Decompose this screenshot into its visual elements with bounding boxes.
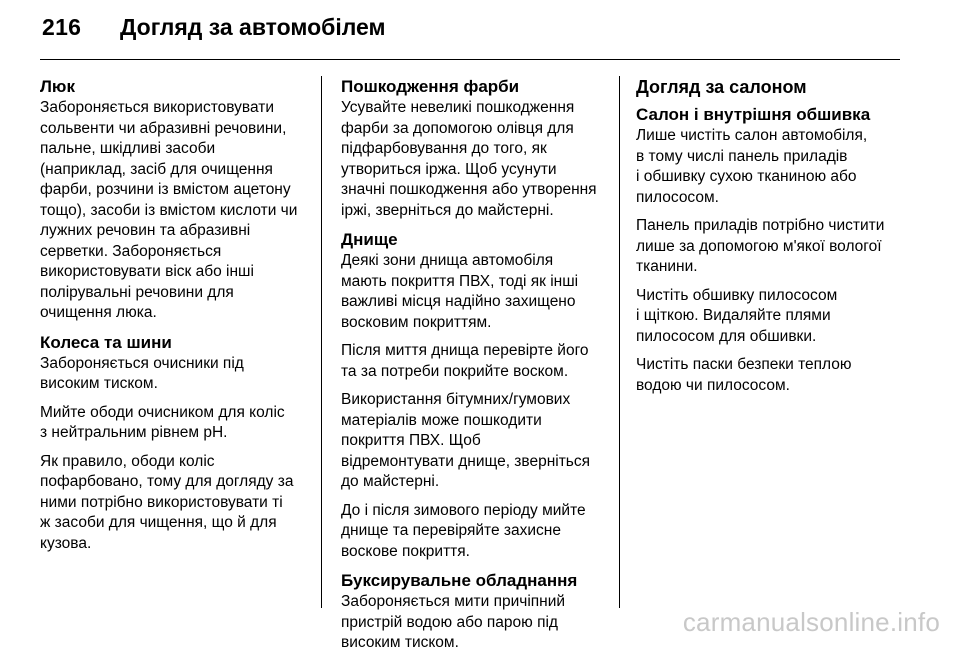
paragraph: Мийте ободи очисником для коліс з нейтральним рівнем pH.: [40, 403, 285, 441]
column-divider-2: [619, 76, 620, 608]
column-divider-1: [321, 76, 322, 608]
paragraph: Деякі зони днища автомобіля мають покриття ПВХ, тоді як інші важливі місця надійно захищено восковим покриттям.: [341, 252, 579, 331]
paragraph: Використання бітумних/гумових матеріалів може пошкодити покриття ПВХ. Щоб відремонтувати днище, зверніться до майстерні.: [341, 391, 591, 490]
paragraph: Лише чистіть салон автомобіля, в тому числі панель приладів і обшивку сухою тканиною або пилососом.: [636, 127, 868, 206]
section-heading-interior-upholstery: Салон і внутрішня обшивка: [636, 105, 871, 124]
paragraph: Чистіть обшивку пилососом і щіткою. Видаляйте плями пилососом для обшивки.: [636, 286, 838, 345]
section-heading-paint-damage: Пошкодження фарби: [341, 77, 520, 96]
page-number: 216: [42, 14, 82, 40]
watermark: carmanualsonline.info: [682, 607, 940, 637]
page-header: [0, 0, 960, 64]
section-heading-underbody: Днище: [341, 230, 398, 249]
main-heading-interior-care: Догляд за салоном: [636, 77, 807, 97]
column-2: [341, 76, 609, 662]
page-title: Догляд за автомобілем: [120, 14, 386, 40]
header-divider: [40, 59, 900, 60]
paragraph: Панель приладів потрібно чистити лише за допомогою м'якої вологої тканини.: [636, 217, 885, 275]
paragraph: Забороняється очисники під високим тиском.: [40, 354, 244, 392]
paragraph: Забороняється мити причіпний пристрій водою або парою під високим тиском.: [341, 593, 566, 651]
paragraph: До і після зимового періоду мийте днище та перевіряйте захисне воскове покриття.: [341, 501, 586, 560]
paragraph: Як правило, ободи коліс пофарбовано, тому для догляду за ними потрібно використовувати ті ж засоби для чищення, що й для кузова.: [40, 452, 294, 552]
section-heading-towing-equipment: Буксирувальне обладнання: [341, 571, 578, 590]
column-1: [40, 76, 308, 562]
column-3: [636, 76, 904, 404]
paragraph: Чистіть паски безпеки теплою водою чи пилососом.: [636, 356, 852, 394]
paragraph: Усувайте невеликі пошкодження фарби за допомогою олівця для підфарбовування до того, як утвориться іржа. Щоб усунути значні пошкодження або утворення іржі, зверніться до майстерні.: [341, 99, 597, 219]
section-heading-wheels-tyres: Колеса та шини: [40, 332, 172, 352]
paragraph: Забороняється використовувати сольвенти чи абразивні речовини, пальне, шкідливі засоби (наприклад, засіб для очищення фарби, розчини із вмістом ацетону тощо), засоби із вмістом кислоти чи лужних речовин та абразивні серветки. Забороняється використовувати віск або інші полірувальні речовини для очищення люка.: [40, 99, 298, 321]
section-heading-sunroof: Люк: [40, 77, 75, 96]
paragraph: Після миття днища перевірте його та за потреби покрийте воском.: [341, 342, 589, 380]
